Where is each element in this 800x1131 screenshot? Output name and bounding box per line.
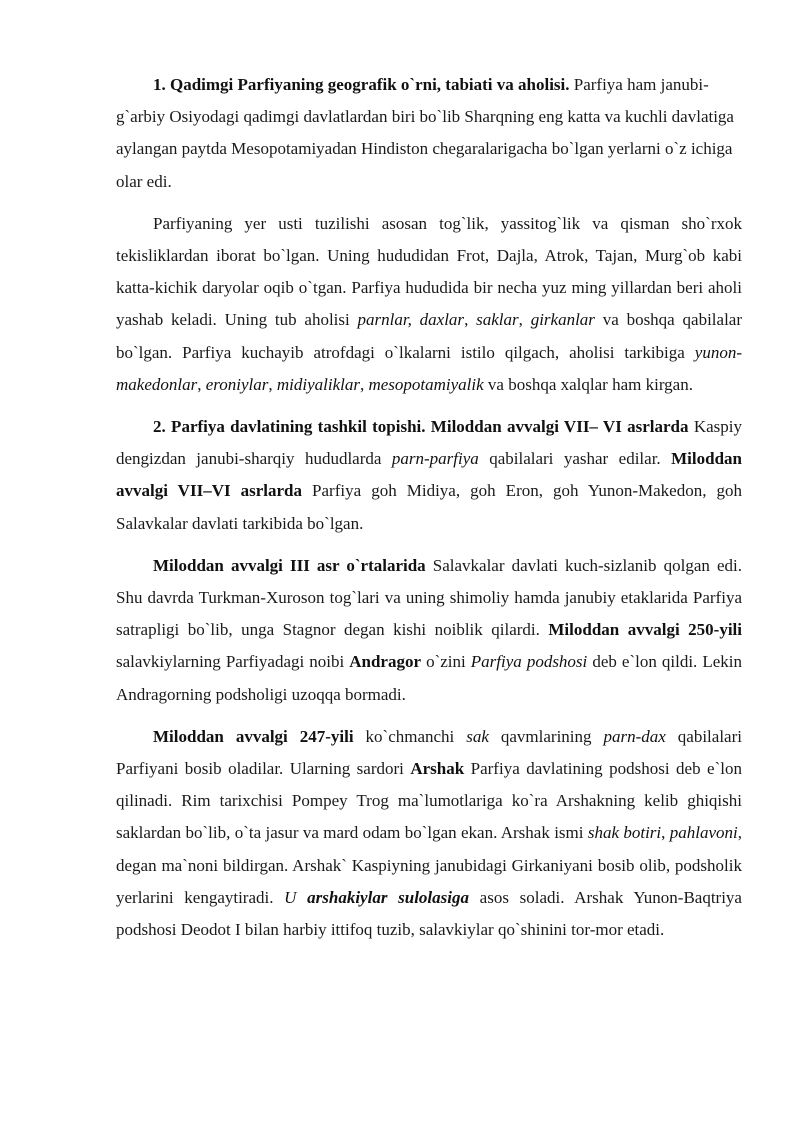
text-run: Salavkalar davlati kuch-sizlanib qolgan edi. Shu davrda Turkman-Xuroson tog`lari va uning shimoliy hamda janubiy etaklarida Parfiya satrapligi bo`lib, unga Stagnor degan kishi noiblik qilardi.	[116, 555, 742, 640]
bold-run: Miloddan avvalgi 247-yili	[153, 726, 354, 746]
paragraph-5	[116, 721, 742, 946]
bold-run: Miloddan avvalgi VII–VI asrlarda	[116, 449, 742, 501]
bold-italic-run	[307, 888, 469, 907]
text-run: ,	[661, 823, 670, 843]
bold-run: Miloddan avvalgi 250-yili	[548, 620, 742, 640]
italic-run: mesopotamiyalik	[368, 374, 484, 394]
text-run: va boshqa xalqlar ham kirgan.	[483, 374, 693, 394]
text-run: Kaspiy dengizdan janubi-sharqiy hududlarda	[116, 417, 743, 469]
italic-run: eroniylar	[205, 374, 269, 394]
text-run: Parfiya davlatining podshosi deb e`lon qilinadi. Rim tarixchisi Pompey Trog ma`lumotlariga ko`ra Arshakning kelib ghiqishi saklardan bo`lib, o`ta jasur va mard odam bo`lgan ekan. Arshak ismi	[116, 759, 742, 843]
italic-run: saklar	[476, 310, 519, 330]
text-run: , degan ma`noni bildirgan. Arshak` Kaspiyning janubidagi Girkaniyani bosib olib, podsholik yerlarini kengaytiradi.	[116, 823, 743, 907]
bold-run: 2. Parfiya davlatining tashkil topishi. Miloddan avvalgi VII– VI asrlarda	[153, 417, 689, 437]
bold-run: Andragor	[349, 652, 422, 672]
italic-run: shak botiri	[587, 823, 662, 843]
text-run: qabilalari Parfiyani bosib oladilar. Ularning sardori	[116, 726, 742, 779]
paragraph-2	[116, 208, 742, 401]
text-run: Parfiyaning yer usti tuzilishi asosan tog`lik, yassitog`lik va qisman sho`rxok tekisliklardan iborat bo`lgan. Uning hududidan Frot, Dajla, Atrok, Tajan, Murg`ob kabi katta-kichik daryolar oqib o`tgan. Parfiya hududida bir necha yuz ming yillardan beri aholi yashab keladi. Uning tub aholisi	[116, 213, 742, 330]
italic-run: parnlar, daxlar	[357, 310, 465, 330]
text-run: va boshqa qabilalar bo`lgan. Parfiya kuchayib atrofdagi o`lkalarni istilo qilgach, aholisi tarkibiga	[116, 310, 742, 362]
italic-run: parn-parfiya	[391, 449, 479, 469]
italic-run: sak	[466, 726, 489, 746]
text-run: o`zini	[421, 652, 471, 672]
italic-run: yunon-makedonlar	[116, 342, 742, 394]
text-run: qabilalari yashar edilar.	[478, 449, 672, 469]
text-run: Parfiya ham janubi-g`arbiy Osiyodagi qadimgi davlatlardan biri bo`lib Sharqning eng katta va kuchli davlatiga aylangan paytda Mesopotamiyadan Hindiston chegaralarigacha bo`lgan yerlarni o`z ichiga olar edi.	[116, 75, 734, 191]
text-run: qavmlarining	[488, 726, 604, 746]
text-run: ko`chmanchi	[353, 726, 467, 746]
bold-run: Miloddan avvalgi III asr o`rtalarida	[153, 555, 426, 575]
text-run: ,	[464, 310, 477, 330]
text-run: deb e`lon qildi. Lekin Andragorning podsholigi uzoqqa bormadi.	[116, 652, 742, 704]
italic-run: U	[284, 887, 308, 907]
italic-run: parn-dax	[603, 726, 666, 746]
italic-run: pahlavoni	[669, 823, 738, 843]
italic-run: girkanlar	[530, 310, 595, 330]
text-run: ,	[359, 374, 369, 394]
italic-run: midiyaliklar	[276, 374, 360, 394]
text-run: asos soladi. Arshak Yunon-Baqtriya podshosi Deodot I bilan harbiy ittifoq tuzib, salavkiylar qo`shinini tor-mor etadi.	[116, 887, 742, 940]
document-page	[116, 69, 742, 956]
text-run: ,	[197, 374, 206, 394]
text-run: arshakiylar sulolasiga	[307, 887, 469, 907]
text-run: salavkiylarning Parfiyadagi noibi	[116, 652, 350, 672]
text-run: ,	[268, 374, 277, 394]
paragraph-3	[116, 411, 742, 540]
text-run: Parfiya goh Midiya, goh Eron, goh Yunon-Makedon, goh Salavkalar davlati tarkibida bo`lgan.	[116, 481, 742, 533]
bold-run: Arshak	[410, 759, 465, 779]
italic-run: Parfiya podshosi	[470, 652, 588, 672]
paragraph-1	[116, 69, 742, 198]
text-run: ,	[518, 310, 531, 330]
bold-run: 1. Qadimgi Parfiyaning geografik o`rni, tabiati va aholisi.	[153, 75, 570, 94]
paragraph-4	[116, 550, 742, 711]
